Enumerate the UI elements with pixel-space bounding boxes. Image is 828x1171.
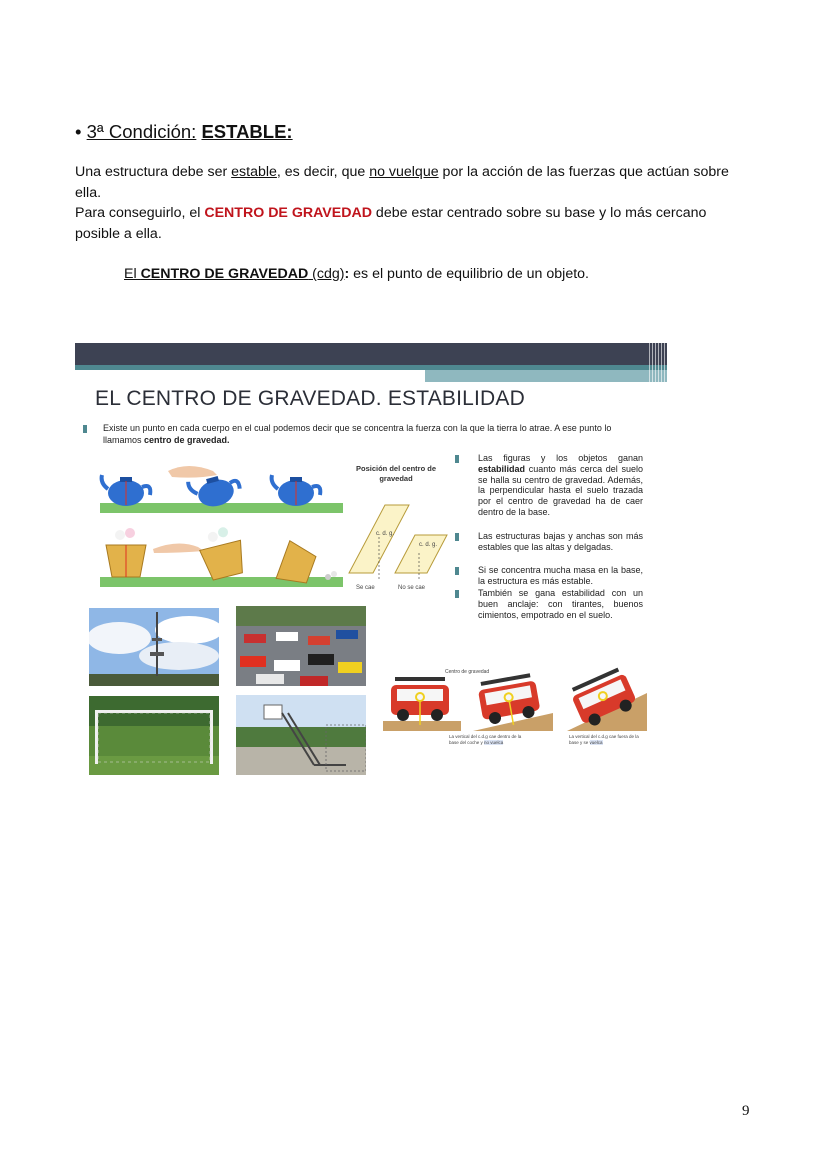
car-caption-stable bbox=[449, 734, 527, 745]
bullet-1-text-a: Las figuras y los objetos ganan bbox=[478, 453, 643, 463]
heading-prefix: 3ª Condición: bbox=[86, 121, 197, 142]
football-goal-photo bbox=[89, 696, 219, 775]
slide-bullet-4: También se gana estabilidad con un buen anclaje: con tirantes, buenos cimientos, empotrado en el suelo. bbox=[478, 588, 643, 620]
car-caption-stable-text: La vertical del c.d.g cae dentro de la base del coche y bbox=[449, 734, 522, 745]
slide-bullet-3: Si se concentra mucha masa en la base, la estructura es más estable. bbox=[478, 565, 643, 586]
slide-bullet-marker bbox=[455, 533, 459, 541]
slide-intro bbox=[103, 423, 633, 446]
prism-diagram bbox=[347, 501, 451, 597]
paragraph-1-text-c: por la acción de las fuerzas que actúan sobre ella. bbox=[75, 164, 729, 201]
prism-drawing bbox=[347, 501, 451, 597]
stability-illustration bbox=[98, 453, 345, 591]
car-cdg-label: Centro de gravedad bbox=[445, 669, 490, 675]
slide-bullet-2: Las estructuras bajas y anchas son más estables que las altas y delgadas. bbox=[478, 531, 643, 552]
paragraph-1 bbox=[75, 162, 745, 203]
definition-line bbox=[124, 264, 589, 284]
paragraph-1-text-a: Una estructura debe ser bbox=[75, 164, 232, 180]
slide-figure bbox=[75, 343, 667, 775]
racing-cars-photo bbox=[236, 606, 366, 686]
car-icon bbox=[391, 677, 449, 725]
slide-header-light-stripe bbox=[425, 370, 667, 382]
paragraph-1-text-b: , es decir, que bbox=[276, 164, 370, 180]
paragraph-2 bbox=[75, 203, 745, 244]
page-number: 9 bbox=[742, 1103, 750, 1119]
paragraph-1-underlined-estable: estable bbox=[231, 164, 277, 180]
paragraph-2-text-b: debe estar centrado sobre su base y lo más cercano posible a ella. bbox=[75, 205, 707, 242]
cdg-label-left: c. d. g. bbox=[376, 531, 395, 537]
section-heading bbox=[75, 121, 293, 143]
definition-el: El bbox=[124, 266, 141, 282]
definition-colon: : bbox=[344, 266, 350, 282]
paragraph-2-red-term: CENTRO DE GRAVEDAD bbox=[204, 205, 372, 221]
bullet-1-text-b: cuanto más cerca del suelo se halla su centro de gravedad. Además, la perpendicular hasta el suelo trazada por el centro de gravedad ha de caer dentro de la base. bbox=[478, 463, 643, 517]
slide-bullet-marker bbox=[455, 590, 459, 598]
heading-bullet: • bbox=[75, 121, 82, 142]
slide-header-lines bbox=[649, 343, 667, 383]
teapot-flowerpot-drawing bbox=[98, 453, 345, 591]
slide-intro-text: Existe un punto en cada cuerpo en el cual podemos decir que se concentra la fuerza con la que la tierra lo atrae. A ese punto lo llamamos bbox=[103, 423, 612, 445]
antenna-tower-photo bbox=[89, 608, 219, 686]
definition-term: CENTRO DE GRAVEDAD bbox=[140, 266, 309, 282]
paragraph-2-text-a: Para conseguirlo, el bbox=[75, 205, 205, 221]
basketball-hoop-photo bbox=[236, 695, 366, 775]
car-caption-overturn bbox=[569, 734, 647, 745]
no-se-cae-label: No se cae bbox=[398, 585, 426, 591]
slide-bullet-marker bbox=[83, 425, 87, 433]
paragraph-1-underlined-no-vuelque: no vuelque bbox=[369, 164, 439, 180]
slide-bullet-1 bbox=[478, 453, 643, 518]
car-caption-stable-highlight: no vuelca bbox=[484, 739, 504, 745]
slide-header-band bbox=[75, 343, 667, 365]
bullet-1-bold: estabilidad bbox=[478, 463, 526, 474]
heading-emphasis: ESTABLE: bbox=[201, 121, 293, 142]
slide-bullet-marker bbox=[455, 567, 459, 575]
car-caption-overturn-highlight: vuelca bbox=[589, 739, 603, 745]
position-label: Posición del centro de gravedad bbox=[355, 464, 437, 483]
slide-title: EL CENTRO DE GRAVEDAD. ESTABILIDAD bbox=[95, 387, 525, 410]
definition-text: es el punto de equilibrio de un objeto. bbox=[349, 266, 589, 282]
se-cae-label: Se cae bbox=[356, 585, 375, 591]
definition-abbrev: (cdg) bbox=[308, 266, 345, 282]
slide-bullet-marker bbox=[455, 455, 459, 463]
slide-intro-bold: centro de gravedad. bbox=[144, 434, 230, 445]
car-caption-overturn-text: La vertical del c.d.g cae fuera de la base y se bbox=[569, 734, 639, 745]
cdg-label-right: c. d. g. bbox=[419, 542, 438, 548]
